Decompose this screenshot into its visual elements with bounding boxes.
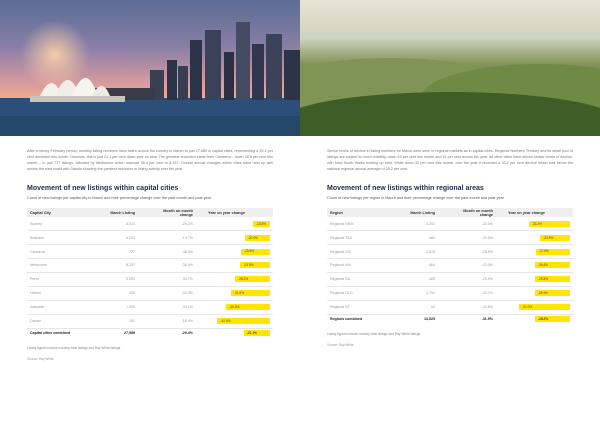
- table-body: [327, 217, 573, 323]
- footnote: Listing figures include industry wide listings and Ray White listings.: [27, 345, 122, 350]
- month-change-cell: -38.5%: [147, 245, 205, 259]
- table-header-row: [327, 208, 573, 217]
- yoy-bar-track: [208, 221, 270, 227]
- yoy-bar-track: [508, 235, 570, 241]
- yoy-bar-track: [508, 290, 570, 296]
- yoy-bar-label: -28.2%: [238, 277, 249, 282]
- yoy-bar-track: [208, 304, 270, 310]
- march-listing-cell: 63: [401, 300, 447, 314]
- section-subtitle: Count of new listings per capital city in March and their percentage change over the past month and past year: [27, 196, 212, 201]
- year-change-cell: [505, 314, 573, 324]
- march-listing-cell: 8,337: [101, 259, 147, 273]
- row-name: Regional NT: [327, 300, 401, 314]
- month-change-cell: -29.5%: [447, 231, 505, 245]
- table-row: [27, 231, 273, 245]
- hill-shape: [300, 92, 600, 136]
- yoy-bar-track: [208, 276, 270, 282]
- march-listing-cell: 485: [401, 272, 447, 286]
- capital-cities-section: [27, 148, 273, 361]
- table-row: [27, 245, 273, 259]
- march-listing-cell: 13,525: [401, 314, 447, 324]
- month-change-cell: -25.9%: [447, 272, 505, 286]
- march-listing-cell: 4,202: [401, 217, 447, 230]
- year-change-cell: [505, 272, 573, 286]
- month-change-cell: -32.0%: [447, 217, 505, 230]
- sydney-skyline-graphic: [0, 0, 300, 136]
- yoy-bar-track: [508, 262, 570, 268]
- capital-cities-table: [27, 208, 273, 337]
- row-name: Canberra: [27, 245, 101, 259]
- column-header: Year on year change: [505, 208, 573, 217]
- yoy-bar-track: [508, 304, 570, 310]
- section-title: Movement of new listings within capital cities: [27, 185, 179, 193]
- regional-areas-table: [327, 208, 573, 323]
- row-name: Regional SA: [327, 272, 401, 286]
- source-note: Source: Ray White: [27, 356, 54, 361]
- table-header-row: [27, 208, 273, 217]
- yoy-bar-label: -28.3%: [537, 277, 549, 282]
- year-change-cell: [205, 245, 273, 259]
- year-change-cell: [505, 217, 573, 230]
- year-change-cell: [205, 328, 273, 338]
- yoy-bar-label: -41.0%: [522, 304, 533, 309]
- year-change-cell: [505, 259, 573, 273]
- year-change-cell: [205, 286, 273, 300]
- year-change-cell: [205, 272, 273, 286]
- yoy-bar-label: -28.2%: [538, 316, 549, 321]
- table-row: [27, 259, 273, 273]
- section-subtitle: Count of new listings per region in March and their percentage change over the past month and past year: [327, 196, 504, 201]
- source-note: Source: Ray White: [327, 342, 354, 347]
- month-change-cell: -33.3%: [147, 286, 205, 300]
- column-header: March Listing: [401, 208, 447, 217]
- row-name: Regional QLD: [327, 286, 401, 300]
- year-change-cell: [505, 245, 573, 259]
- column-header: Region: [327, 208, 401, 217]
- column-header: Month on month change: [447, 208, 505, 217]
- table-row: [327, 231, 573, 245]
- table-row: [27, 300, 273, 314]
- yoy-bar-label: -20.4%: [247, 235, 258, 240]
- yoy-bar-label: -28.4%: [537, 291, 548, 296]
- yoy-bar-label: -42.4%: [220, 318, 231, 323]
- march-listing-cell: 482: [401, 231, 447, 245]
- year-change-cell: [205, 217, 273, 230]
- month-change-cell: -36.4%: [147, 259, 205, 273]
- month-change-cell: -18.4%: [147, 314, 205, 328]
- table-row: [327, 300, 573, 314]
- row-name: Melbourne: [27, 259, 101, 273]
- year-change-cell: [205, 300, 273, 314]
- march-listing-cell: 777: [101, 245, 147, 259]
- march-listing-cell: 2,678: [401, 245, 447, 259]
- march-listing-cell: 335: [101, 286, 147, 300]
- table-row: [327, 259, 573, 273]
- year-change-cell: [505, 286, 573, 300]
- table-row: [327, 272, 573, 286]
- year-change-cell: [205, 259, 273, 273]
- yoy-bar-label: -23.5%: [243, 249, 254, 254]
- month-change-cell: -25.2%: [147, 217, 205, 230]
- yoy-bar-track: [208, 318, 270, 324]
- march-listing-cell: 161: [101, 314, 147, 328]
- yoy-bar-track: [208, 262, 270, 268]
- yoy-bar-label: -27.6%: [538, 249, 549, 254]
- year-change-cell: [205, 231, 273, 245]
- march-listing-cell: 864: [401, 259, 447, 273]
- row-name: Regional NSW: [327, 217, 401, 230]
- table-row: [27, 286, 273, 300]
- sydney-harbour-photo: [0, 0, 300, 136]
- month-change-cell: -28.9%: [447, 245, 505, 259]
- march-listing-cell: 3,593: [101, 272, 147, 286]
- yoy-bar-label: -33.2%: [531, 221, 542, 226]
- row-name: Capital cities combined: [27, 328, 101, 338]
- table-row: [327, 217, 573, 230]
- table-row: [27, 217, 273, 230]
- yoy-bar-label: -21.1%: [246, 330, 257, 335]
- yoy-bar-label: -35.3%: [229, 304, 240, 309]
- row-name: Darwin: [27, 314, 101, 328]
- month-change-cell: -34.1%: [147, 300, 205, 314]
- intro-paragraph: Similar levels of decline in listing numbers for March were seen in regional markets as in capital cities. Regional Northern Territory and its small pool of listings are subject to much volatility, down 43 per cent this month and 41 per cent across the year. All other cities have shown similar levels of decline, with New South Wales holding up best. While down 32 per cent this month, over the year it recorded a 33.2 per cent decline which was below the national regional annual average of 28.2 per cent.: [327, 149, 573, 172]
- yoy-bar-label: -28.4%: [537, 263, 548, 268]
- march-listing-cell: 4,293: [101, 231, 147, 245]
- table-row: [27, 272, 273, 286]
- row-name: Regions combined: [327, 314, 401, 324]
- yoy-bar-label: -23.9%: [543, 235, 554, 240]
- column-header: Capital City: [27, 208, 101, 217]
- table-total-row: [327, 314, 573, 324]
- month-change-cell: -43.6%: [447, 300, 505, 314]
- yoy-bar-track: [508, 316, 570, 322]
- march-listing-cell: 1,593: [101, 300, 147, 314]
- regional-landscape-photo: [300, 0, 600, 136]
- month-change-cell: -31.9%: [447, 314, 505, 324]
- yoy-bar-label: -23.9%: [243, 263, 254, 268]
- yoy-bar-label: -31.5%: [233, 291, 245, 296]
- table-row: [327, 286, 573, 300]
- yoy-bar-track: [208, 290, 270, 296]
- regional-areas-section: [327, 148, 573, 347]
- table-row: [27, 314, 273, 328]
- table-total-row: [27, 328, 273, 338]
- row-name: Sydney: [27, 217, 101, 230]
- month-change-cell: -29.4%: [147, 328, 205, 338]
- year-change-cell: [505, 231, 573, 245]
- march-listing-cell: 27,589: [101, 328, 147, 338]
- march-listing-cell: 4,751: [401, 286, 447, 300]
- row-name: Hobart: [27, 286, 101, 300]
- year-change-cell: [205, 314, 273, 328]
- yoy-bar-track: [508, 221, 570, 227]
- section-title: Movement of new listings within regional areas: [327, 185, 484, 193]
- month-change-cell: -30.7%: [147, 272, 205, 286]
- row-name: Regional VIC: [327, 245, 401, 259]
- table-row: [327, 245, 573, 259]
- yoy-bar-track: [508, 249, 570, 255]
- table-body: [27, 217, 273, 337]
- march-listing-cell: 8,511: [101, 217, 147, 230]
- yoy-bar-label: -13.6%: [256, 221, 267, 226]
- row-name: Regional TAS: [327, 231, 401, 245]
- yoy-bar-track: [208, 330, 270, 336]
- month-change-cell: -33.2%: [447, 286, 505, 300]
- yoy-bar-track: [508, 276, 570, 282]
- column-header: March Listing: [101, 208, 147, 217]
- month-change-cell: -14.7%: [147, 231, 205, 245]
- row-name: Regional WA: [327, 259, 401, 273]
- row-name: Adelaide: [27, 300, 101, 314]
- month-change-cell: -23.0%: [447, 259, 505, 273]
- column-header: Month on month change: [147, 208, 205, 217]
- footnote: Listing figures include industry wide listings and Ray White listings.: [327, 331, 422, 336]
- yoy-bar-track: [208, 235, 270, 241]
- row-name: Perth: [27, 272, 101, 286]
- row-name: Brisbane: [27, 231, 101, 245]
- yoy-bar-track: [208, 249, 270, 255]
- intro-paragraph: After a strong February period, monthly listing numbers have fallen across the country in March to just 27,589 in capital cities, representing a 29.4 per cent decrease this month. However, this is just 21.1 per cent down year on year. The greatest reduction came from Canberra – down 38.5 per cent this month – to just 777 listings, followed by Melbourne which reduced 36.4 per cent to 8,337. Overall annual changes within cities have held up well across the east coast with Darwin showing the greatest reduction in listing activity over the year.: [27, 149, 273, 172]
- column-header: Year on year change: [205, 208, 273, 217]
- year-change-cell: [505, 300, 573, 314]
